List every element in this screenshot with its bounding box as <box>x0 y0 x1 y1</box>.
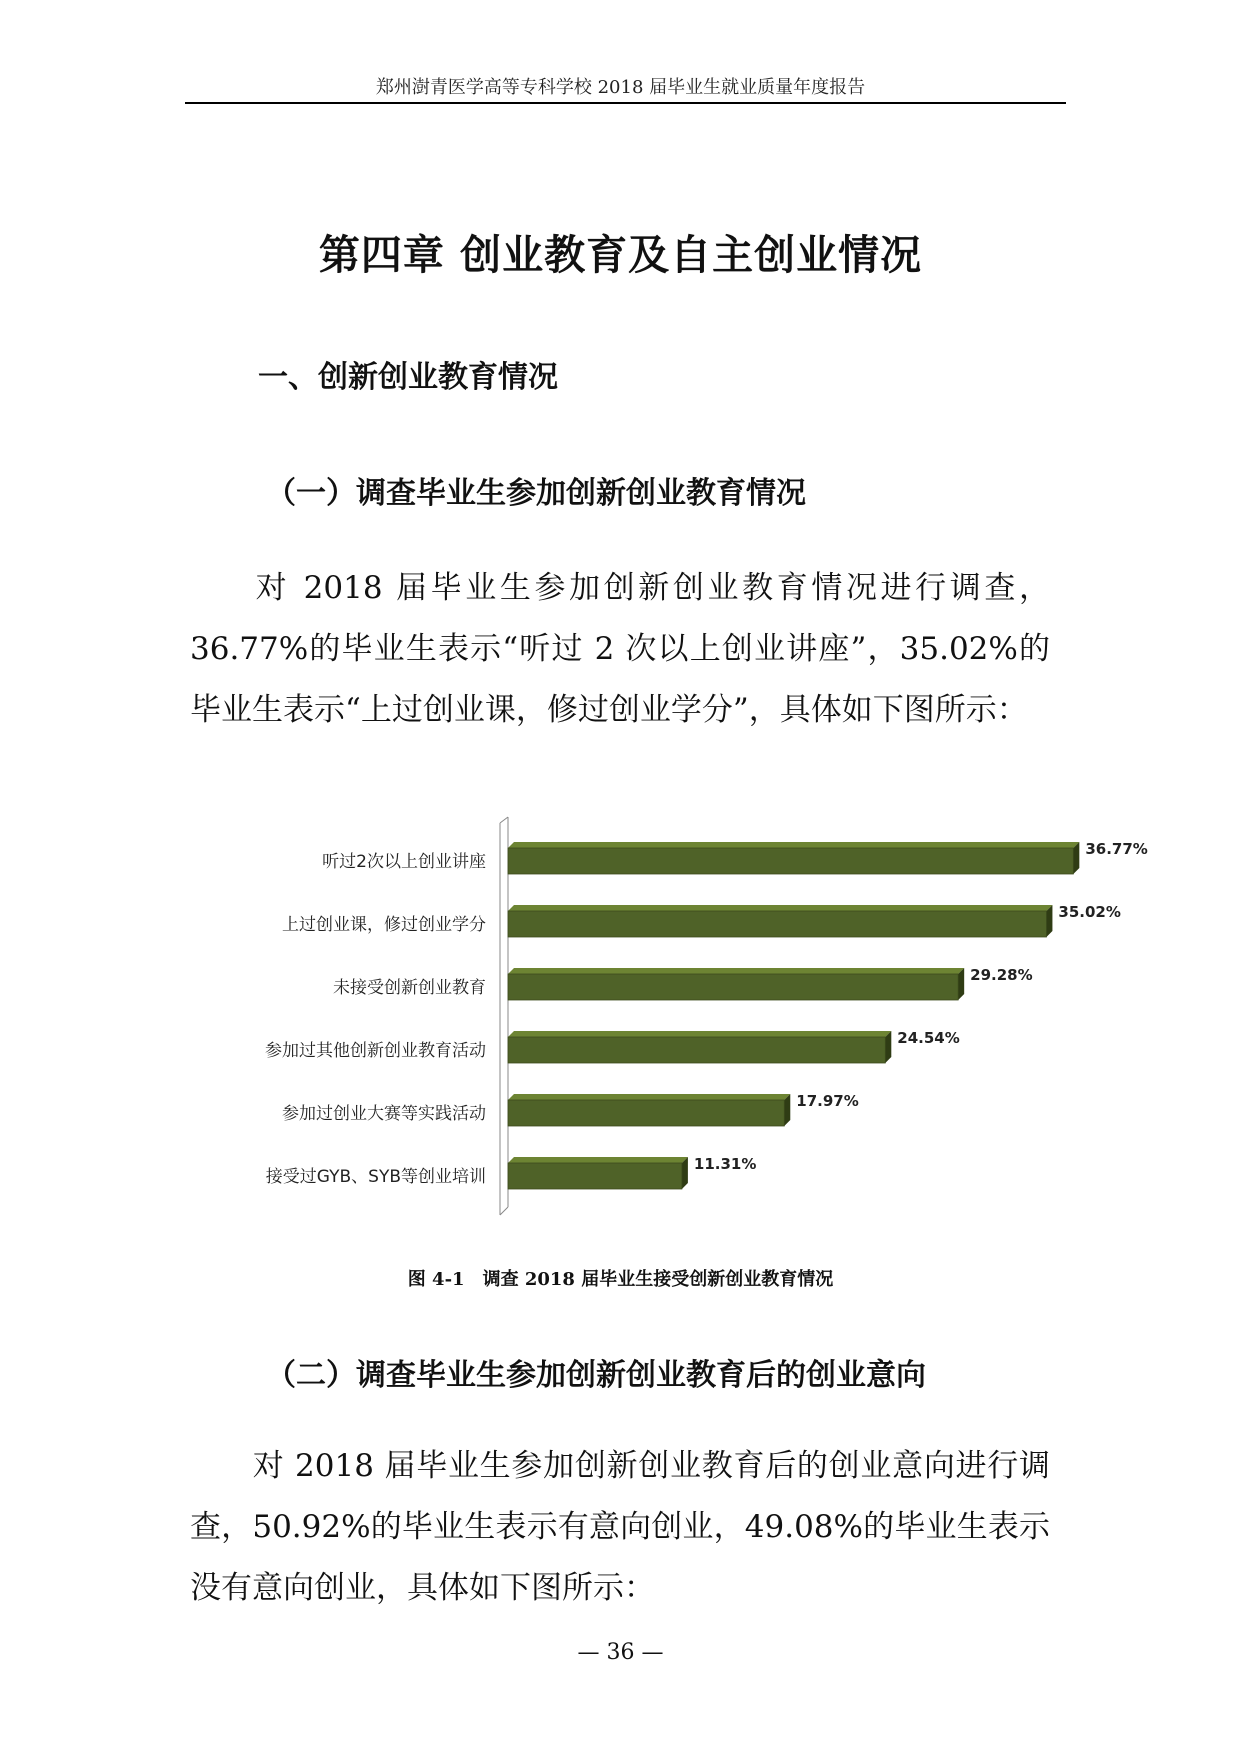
category-label: 听过2次以上创业讲座 <box>322 852 486 872</box>
bar-top-face <box>508 1031 891 1037</box>
paragraph-2 <box>190 1436 1050 1619</box>
bar-top-face <box>508 968 964 974</box>
category-label: 上过创业课，修过创业学分 <box>282 915 486 935</box>
data-label: 35.02% <box>1058 903 1121 921</box>
bar <box>508 1037 885 1063</box>
running-header: 郑州澍青医学高等专科学校 2018 届毕业生就业质量年度报告 <box>375 77 866 98</box>
axis-wall-top <box>500 817 508 823</box>
bar-top-face <box>508 842 1079 848</box>
axis-wall-bottom <box>500 1207 508 1215</box>
page-number: — 36 — <box>577 1640 664 1665</box>
bar-top-face <box>508 905 1052 911</box>
bar <box>508 911 1046 937</box>
paragraph-1-text: 对 2018 届毕业生参加创新创业教育情况进行调查，36.77%的毕业生表示“听过 2 次以上创业讲座”，35.02%的毕业生表示“上过创业课，修过创业学分”，具体如下图所示： <box>190 570 1050 728</box>
bar <box>508 1100 784 1126</box>
bar <box>508 848 1073 874</box>
data-label: 17.97% <box>796 1092 859 1110</box>
paragraph-1 <box>190 558 1050 741</box>
data-label: 24.54% <box>897 1029 960 1047</box>
bar <box>508 1163 682 1189</box>
figure-caption: 图 4-1 调查 2018 届毕业生接受创新创业教育情况 <box>407 1269 834 1290</box>
category-label: 参加过创业大赛等实践活动 <box>282 1104 486 1124</box>
paragraph-2-text: 对 2018 届毕业生参加创新创业教育后的创业意向进行调查，50.92%的毕业生表示有意向创业，49.08%的毕业生表示没有意向创业，具体如下图所示： <box>190 1448 1050 1606</box>
data-label: 36.77% <box>1085 840 1148 858</box>
category-label: 参加过其他创新创业教育活动 <box>265 1041 486 1061</box>
bar-top-face <box>508 1094 790 1100</box>
category-label: 接受过GYB、SYB等创业培训 <box>265 1167 486 1187</box>
subsection-title-2: （二）调查毕业生参加创新创业教育后的创业意向 <box>266 1358 926 1393</box>
section-title: 一、创新创业教育情况 <box>258 360 558 395</box>
header-rule <box>185 102 1066 104</box>
bar-chart <box>190 815 1148 1225</box>
category-label: 未接受创新创业教育 <box>333 978 486 998</box>
chapter-title: 第四章 创业教育及自主创业情况 <box>318 231 923 279</box>
data-label: 29.28% <box>970 966 1033 984</box>
bar-top-face <box>508 1157 688 1163</box>
data-label: 11.31% <box>693 1155 757 1173</box>
bar <box>508 974 958 1000</box>
subsection-title-1: （一）调查毕业生参加创新创业教育情况 <box>266 476 806 511</box>
